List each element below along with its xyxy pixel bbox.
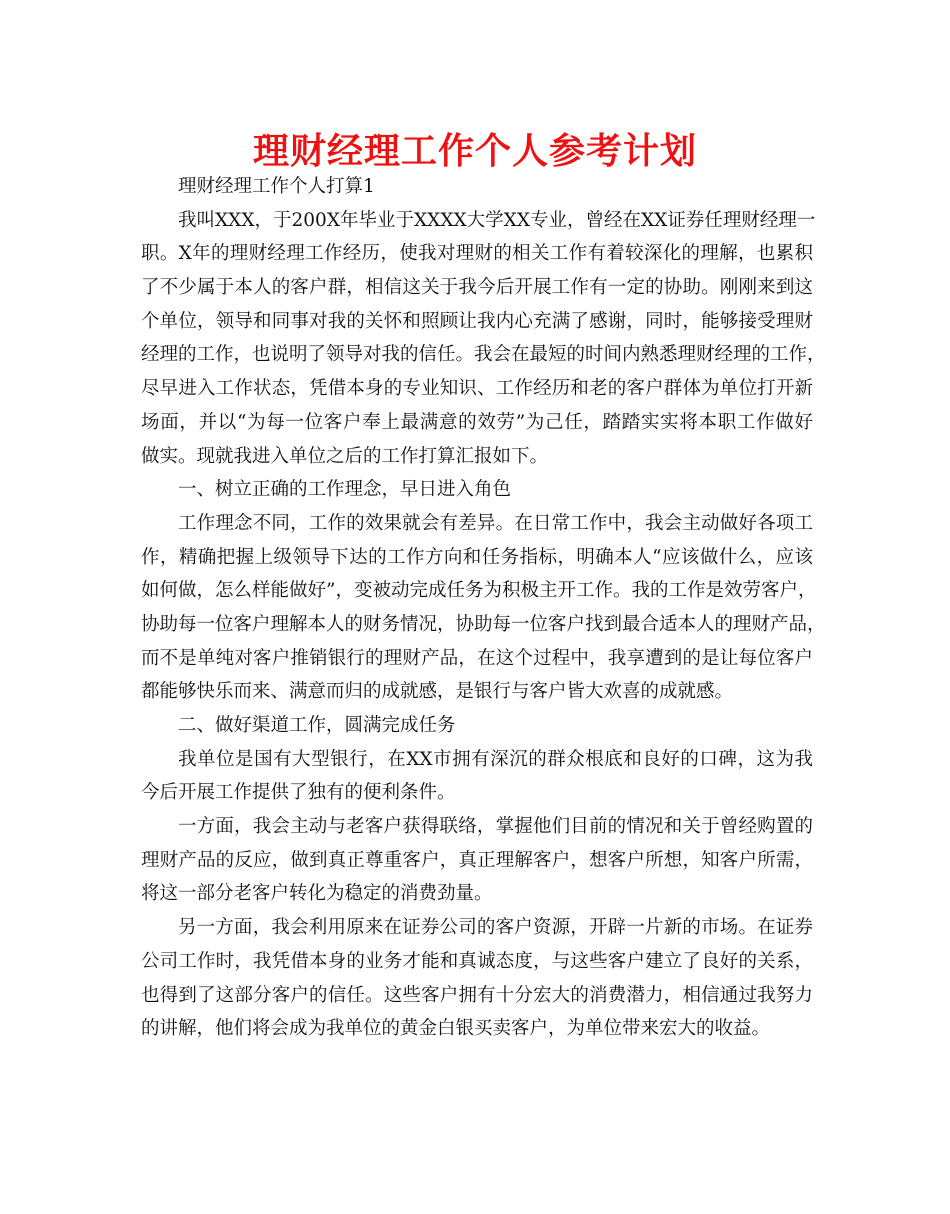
document-body [141,170,826,1046]
text-line: 如何做，怎么样能做好”，变被动完成任务为积极主开工作。我的工作是效劳客户， [141,580,817,602]
text-line: 都能够快乐而来、满意而归的成就感，是银行与客户皆大欢喜的成就感。 [141,681,734,703]
text-line: 工作理念不同，工作的效果就会有差异。在日常工作中，我会主动做好各项工 [178,512,813,534]
text-line: 二、做好渠道工作，圆满完成任务 [178,715,456,736]
text-line: 我叫XXX，于200X年毕业于XXXX大学XX专业，曾经在XX证券任理财经理一 [178,209,816,231]
text-line: 的讲解，他们将会成为我单位的黄金白银买卖客户，为单位带来宏大的收益。 [141,1018,771,1040]
text-line: 做实。现就我进入单位之后的工作打算汇报如下。 [141,445,549,467]
text-line: 公司工作时，我凭借本身的业务才能和真诚态度，与这些客户建立了良好的关系， [141,950,813,972]
text-line: 一、树立正确的工作理念，早日进入角色 [178,479,512,501]
text-line: 了不少属于本人的客户群，相信这关于我今后开展工作有一定的协助。刚刚来到这 [141,277,813,299]
text-line: 协助每一位客户理解本人的财务情况，协助每一位客户找到最合适本人的理财产品， [141,613,826,635]
text-line: 一方面，我会主动与老客户获得联络，掌握他们目前的情况和关于曾经购置的 [178,816,813,838]
text-line: 个单位，领导和同事对我的关怀和照顾让我内心充满了感谢，同时，能够接受理财 [141,310,813,332]
document-title: 理财经理工作个人参考计划 [252,131,697,172]
text-line: 也得到了这部分客户的信任。这些客户拥有十分宏大的消费潜力，相信通过我努力 [141,984,813,1006]
text-line: 作，精确把握上级领导下达的工作方向和任务指标，明确本人“应该做什么，应该 [141,546,813,568]
text-line: 理财经理工作个人打算1 [178,176,375,197]
text-line: 理财产品的反应，做到真正尊重客户，真正理解客户，想客户所想，知客户所需， [141,849,813,871]
text-line: 职。X年的理财经理工作经历，使我对理财的相关工作有着较深化的理解，也累积 [141,243,813,265]
text-line: 场面，并以“为每一位客户奉上最满意的效劳”为己任，踏踏实实将本职工作做好 [141,411,813,433]
text-line: 经理的工作，也说明了领导对我的信任。我会在最短的时间内熟悉理财经理的工作， [141,344,826,366]
text-line: 另一方面，我会利用原来在证券公司的客户资源，开辟一片新的市场。在证券 [178,917,813,939]
text-line: 我单位是国有大型银行，在XX市拥有深沉的群众根底和良好的口碑，这为我 [178,748,813,770]
text-line: 而不是单纯对客户推销银行的理财产品，在这个过程中，我享遭到的是让每位客户 [141,647,813,669]
text-line: 今后开展工作提供了独有的便利条件。 [141,782,456,804]
text-line: 将这一部分老客户转化为稳定的消费劲量。 [141,883,493,905]
text-line: 尽早进入工作状态，凭借本身的专业知识、工作经历和老的客户群体为单位打开新 [141,378,813,400]
